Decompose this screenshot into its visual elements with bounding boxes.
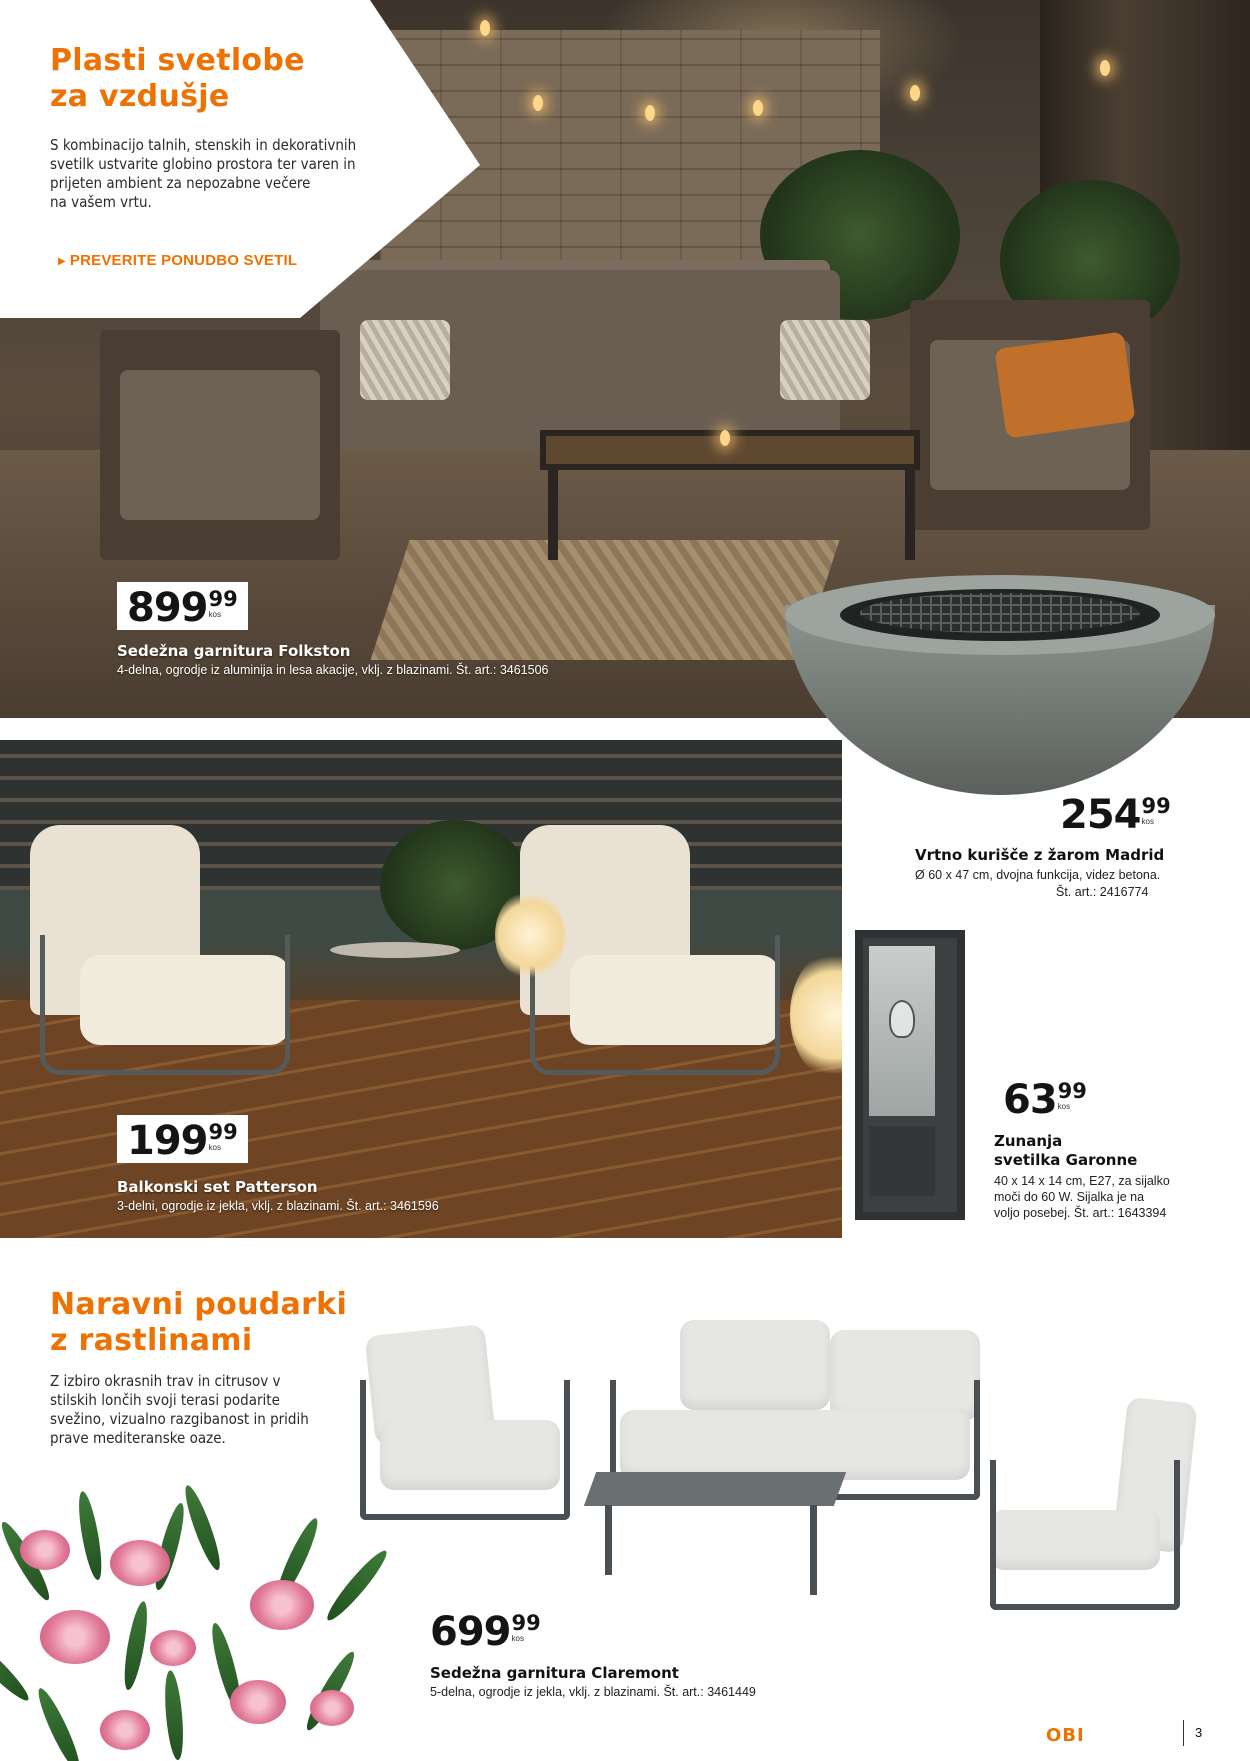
side-table	[330, 942, 460, 958]
price-tag-folkston	[117, 582, 248, 630]
price-tag-patterson	[117, 1115, 248, 1163]
candle	[720, 430, 730, 446]
plants-headline-line1: Naravni poudarki	[50, 1287, 348, 1322]
price-cents: 99	[208, 587, 238, 611]
hero-body-line: na vašem vrtu.	[50, 193, 152, 211]
table-leg	[905, 470, 915, 560]
cushion	[360, 320, 450, 400]
price-integer: 63	[1003, 1077, 1057, 1123]
table-leg	[810, 1505, 817, 1595]
cushion	[780, 320, 870, 400]
product-desc-garonne: 40 x 14 x 14 cm, E27, za sijalko	[994, 1174, 1170, 1188]
string-light-bulb	[753, 100, 763, 116]
price-unit: kos	[208, 610, 221, 619]
claremont-armchair	[360, 1380, 570, 1520]
grill-grate	[860, 593, 1140, 633]
outdoor-rug	[371, 540, 840, 660]
string-light-bulb	[533, 95, 543, 111]
price-cents: 99	[511, 1611, 541, 1635]
plants-body-line: Z izbiro okrasnih trav in citrusov v	[50, 1372, 281, 1390]
madrid-fire-pit-image	[785, 575, 1215, 785]
product-desc-patterson: 3-delni, ogrodje iz jekla, vklj. z blazinami. Št. art.: 3461596	[117, 1199, 439, 1213]
product-desc-garonne: moči do 60 W. Sijalka je na	[994, 1190, 1145, 1204]
product-desc-madrid: Št. art.: 2416774	[1056, 885, 1149, 899]
hero-body-line: svetilk ustvarite globino prostora ter varen in	[50, 155, 356, 173]
page-divider	[1183, 1720, 1184, 1746]
price-integer: 699	[430, 1609, 511, 1655]
plants-body-line: stilskih lončih svoji terasi podarite	[50, 1391, 280, 1409]
orange-pillow	[994, 331, 1135, 438]
oleander-plant-image	[0, 1470, 400, 1761]
product-name-patterson: Balkonski set Patterson	[117, 1178, 318, 1196]
price-cents: 99	[1057, 1079, 1087, 1103]
price-unit: kos	[208, 1143, 221, 1152]
patterson-lounge-chair	[20, 825, 290, 1085]
price-integer: 899	[127, 585, 208, 631]
price-integer: 254	[1060, 792, 1141, 838]
hero-headline-line1: Plasti svetlobe	[50, 43, 305, 78]
product-desc-folkston: 4-delna, ogrodje iz aluminija in lesa akacije, vklj. z blazinami. Št. art.: 3461506	[117, 663, 549, 677]
table-leg	[548, 470, 558, 560]
product-desc-madrid: Ø 60 x 47 cm, dvojna funkcija, videz betona.	[915, 868, 1161, 882]
plants-body-line: svežino, vizualno razgibanost in pridih	[50, 1410, 309, 1428]
price-cents: 99	[208, 1120, 238, 1144]
product-name-garonne: Zunanja	[994, 1132, 1063, 1150]
claremont-armchair	[990, 1460, 1180, 1610]
obi-logo: OBI	[1046, 1725, 1085, 1746]
garonne-lamp-image	[855, 930, 965, 1220]
hero-body-line: prijeten ambient za nepozabne večere	[50, 174, 311, 192]
glow-lamp	[495, 890, 565, 980]
price-tag-garonne	[1003, 1077, 1087, 1123]
product-name-claremont: Sedežna garnitura Claremont	[430, 1664, 679, 1682]
wall-lantern	[1100, 60, 1110, 76]
price-cents: 99	[1141, 794, 1171, 818]
hero-headline-line2: za vzdušje	[50, 79, 230, 114]
price-tag-madrid	[1060, 792, 1171, 838]
price-tag-claremont	[430, 1609, 541, 1655]
price-unit: kos	[1141, 817, 1154, 826]
coffee-table	[540, 430, 920, 470]
wall-lantern	[910, 85, 920, 101]
plants-body-line: prave mediteranske oaze.	[50, 1429, 226, 1447]
product-name-madrid: Vrtno kurišče z žarom Madrid	[915, 846, 1165, 864]
table-leg	[605, 1505, 612, 1575]
price-unit: kos	[1057, 1102, 1071, 1111]
plants-headline-line2: z rastlinami	[50, 1323, 253, 1358]
product-name-garonne: svetilka Garonne	[994, 1151, 1138, 1169]
string-light-bulb	[480, 20, 490, 36]
page-number: 3	[1195, 1725, 1203, 1740]
claremont-table	[584, 1472, 846, 1506]
product-desc-garonne: voljo posebej. Št. art.: 1643394	[994, 1206, 1167, 1220]
string-light-bulb	[645, 105, 655, 121]
hero-body-line: S kombinacijo talnih, stenskih in dekorativnih	[50, 136, 357, 154]
product-desc-claremont: 5-delna, ogrodje iz jekla, vklj. z blazinami. Št. art.: 3461449	[430, 1685, 756, 1699]
bulb-icon	[889, 1000, 915, 1038]
product-name-folkston: Sedežna garnitura Folkston	[117, 642, 351, 660]
price-integer: 199	[127, 1118, 208, 1164]
balcony-photo	[0, 740, 842, 1238]
folkston-armchair	[100, 330, 340, 560]
lights-offer-link[interactable]: ▶ PREVERITE PONUDBO SVETIL	[58, 252, 297, 269]
price-unit: kos	[511, 1634, 524, 1643]
